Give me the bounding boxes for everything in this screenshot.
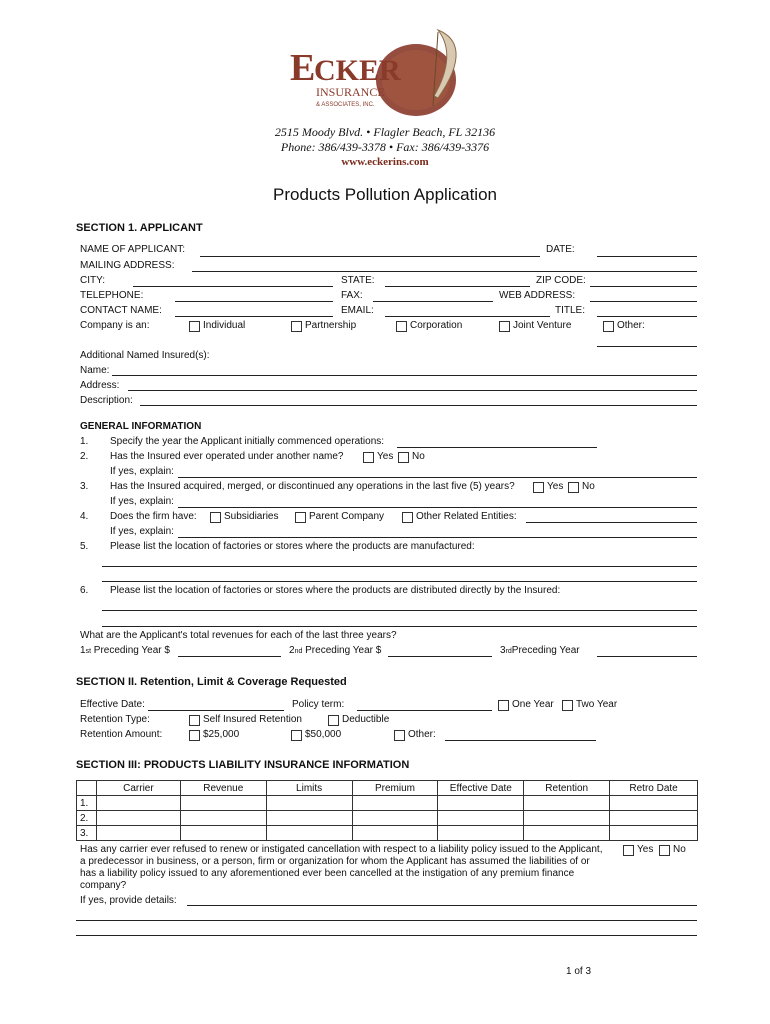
q3-explain-label: If yes, explain: xyxy=(110,496,174,507)
one-year-checkbox[interactable] xyxy=(498,700,509,711)
refused-no-label: No xyxy=(673,844,686,855)
policy-term-label: Policy term: xyxy=(292,699,345,710)
web-field[interactable] xyxy=(590,301,697,302)
fax-label: FAX: xyxy=(341,290,363,301)
parent-company-label: Parent Company xyxy=(309,511,385,522)
refused-question-line4: company? xyxy=(80,880,127,891)
svg-text:& ASSOCIATES, INC.: & ASSOCIATES, INC. xyxy=(316,102,375,108)
general-info-heading: GENERAL INFORMATION xyxy=(80,421,202,432)
mailing-field[interactable] xyxy=(192,271,697,272)
other-field[interactable] xyxy=(597,346,697,347)
city-label: CITY: xyxy=(80,275,106,286)
q5-field-1[interactable] xyxy=(102,566,697,567)
retention-amount-label: Retention Amount: xyxy=(80,729,163,740)
q5-text: Please list the location of factories or stores where the products are manufactured: xyxy=(110,541,475,552)
company-address: 2515 Moody Blvd. • Flagler Beach, FL 32136 xyxy=(274,125,496,139)
carrier-table xyxy=(76,780,698,841)
name-label: NAME OF APPLICANT: xyxy=(80,244,186,255)
amt-50000-label: $50,000 xyxy=(305,729,342,740)
two-year-label: Two Year xyxy=(576,699,618,710)
effective-date-label: Effective Date: xyxy=(80,699,145,710)
details-field-3[interactable] xyxy=(76,935,697,936)
col-effective-date: Effective Date xyxy=(438,781,524,796)
subsidiaries-checkbox[interactable] xyxy=(210,512,221,523)
q3-yes-checkbox[interactable] xyxy=(533,482,544,493)
rev2-label: 2nd Preceding Year $ xyxy=(289,645,382,656)
company-type-label: Company is an: xyxy=(80,320,150,331)
q3-no-label: No xyxy=(582,481,595,492)
table-row: 1. xyxy=(77,796,698,811)
addl-name-label: Name: xyxy=(80,365,110,376)
q5-number: 5. xyxy=(80,541,89,552)
details-field-1[interactable] xyxy=(187,905,697,906)
refused-yes-label: Yes xyxy=(637,844,654,855)
section1-heading: SECTION 1. APPLICANT xyxy=(76,222,203,234)
q2-explain-field[interactable] xyxy=(178,477,697,478)
q6-field-2[interactable] xyxy=(102,626,697,627)
q4-number: 4. xyxy=(80,511,89,522)
other-label: Other: xyxy=(617,320,645,331)
deductible-label: Deductible xyxy=(342,714,390,725)
contact-field[interactable] xyxy=(175,316,333,317)
q2-number: 2. xyxy=(80,451,89,462)
one-year-label: One Year xyxy=(512,699,554,710)
partnership-checkbox[interactable] xyxy=(291,321,302,332)
q6-field-1[interactable] xyxy=(102,610,697,611)
col-retro-date: Retro Date xyxy=(610,781,698,796)
date-label: DATE: xyxy=(546,244,575,255)
addl-description-label: Description: xyxy=(80,395,133,406)
city-field[interactable] xyxy=(133,286,333,287)
amt-other-field[interactable] xyxy=(445,740,596,741)
email-field[interactable] xyxy=(385,316,550,317)
ecker-insurance-logo xyxy=(288,28,476,120)
related-entities-label: Other Related Entities: xyxy=(416,511,517,522)
q6-number: 6. xyxy=(80,585,89,596)
refused-question-line2: a predecessor in business, or a person, firm or organization for whom the Applicant has assumed the liabilities of or xyxy=(80,856,590,867)
title-field[interactable] xyxy=(597,316,697,317)
joint-venture-label: Joint Venture xyxy=(513,320,572,331)
email-label: EMAIL: xyxy=(341,305,374,316)
related-entities-checkbox[interactable] xyxy=(402,512,413,523)
refused-yes-checkbox[interactable] xyxy=(623,845,634,856)
name-field[interactable] xyxy=(200,256,540,257)
contact-label: CONTACT NAME: xyxy=(80,305,162,316)
state-field[interactable] xyxy=(385,286,530,287)
q1-number: 1. xyxy=(80,436,89,447)
amt-other-checkbox[interactable] xyxy=(394,730,405,741)
corporation-checkbox[interactable] xyxy=(396,321,407,332)
page-number: 1 of 3 xyxy=(566,966,592,977)
fax-field[interactable] xyxy=(373,301,493,302)
additional-insured-label: Additional Named Insured(s): xyxy=(80,350,210,361)
self-insured-label: Self Insured Retention xyxy=(203,714,302,725)
q1-text: Specify the year the Applicant initially commenced operations: xyxy=(110,436,385,447)
partnership-label: Partnership xyxy=(305,320,357,331)
rev2-field[interactable] xyxy=(388,656,492,657)
q2-explain-label: If yes, explain: xyxy=(110,466,174,477)
col-limits: Limits xyxy=(266,781,352,796)
col-num xyxy=(77,781,97,796)
svg-text:E: E xyxy=(290,47,316,89)
q2-yes-checkbox[interactable] xyxy=(363,452,374,463)
section2-heading: SECTION II. Retention, Limit & Coverage Requested xyxy=(76,676,347,688)
individual-label: Individual xyxy=(203,320,246,331)
addl-address-field[interactable] xyxy=(128,390,697,391)
refused-question-line3: has a liability policy issued to any aforementioned ever been cancelled at the instigation of any premium finance xyxy=(80,868,575,879)
other-checkbox[interactable] xyxy=(603,321,614,332)
related-entities-field[interactable] xyxy=(526,522,697,523)
amt-25000-label: $25,000 xyxy=(203,729,240,740)
title-label: TITLE: xyxy=(555,305,586,316)
rev3-label: 3rdPreceding Year xyxy=(500,645,580,656)
q3-explain-field[interactable] xyxy=(178,507,697,508)
q4-text: Does the firm have: xyxy=(110,511,197,522)
amt-50000-checkbox[interactable] xyxy=(291,730,302,741)
state-label: STATE: xyxy=(341,275,375,286)
addl-address-label: Address: xyxy=(80,380,120,391)
table-row: 3. xyxy=(77,826,698,841)
effective-date-field[interactable] xyxy=(148,710,284,711)
page-title: Products Pollution Application xyxy=(273,185,497,204)
self-insured-checkbox[interactable] xyxy=(189,715,200,726)
table-row: 2. xyxy=(77,811,698,826)
addl-description-field[interactable] xyxy=(140,405,697,406)
refused-no-checkbox[interactable] xyxy=(659,845,670,856)
q2-no-checkbox[interactable] xyxy=(398,452,409,463)
q2-yes-label: Yes xyxy=(377,451,394,462)
col-retention: Retention xyxy=(524,781,610,796)
revenues-question: What are the Applicant's total revenues for each of the last three years? xyxy=(80,630,397,641)
refused-question-line1: Has any carrier ever refused to renew or instigated cancellation with respect to a liability policy issued to the Applicant, xyxy=(80,844,603,855)
addl-name-field[interactable] xyxy=(112,375,697,376)
q3-number: 3. xyxy=(80,481,89,492)
q3-text: Has the Insured acquired, merged, or discontinued any operations in the last five (5) years? xyxy=(110,481,515,492)
telephone-field[interactable] xyxy=(175,301,333,302)
q4-explain-field[interactable] xyxy=(178,537,697,538)
telephone-label: TELEPHONE: xyxy=(80,290,144,301)
q1-field[interactable] xyxy=(397,447,597,448)
amt-other-label: Other: xyxy=(408,729,436,740)
details-field-2[interactable] xyxy=(76,920,697,921)
rev3-field[interactable] xyxy=(597,656,697,657)
col-premium: Premium xyxy=(352,781,438,796)
subsidiaries-label: Subsidiaries xyxy=(224,511,279,522)
mailing-label: MAILING ADDRESS: xyxy=(80,260,175,271)
rev1-label: 1st Preceding Year $ xyxy=(80,645,170,656)
individual-checkbox[interactable] xyxy=(189,321,200,332)
amt-25000-checkbox[interactable] xyxy=(189,730,200,741)
date-field[interactable] xyxy=(597,256,697,257)
zip-field[interactable] xyxy=(590,286,697,287)
q5-field-2[interactable] xyxy=(102,581,697,582)
web-label: WEB ADDRESS: xyxy=(499,290,576,301)
q2-text: Has the Insured ever operated under another name? xyxy=(110,451,344,462)
parent-company-checkbox[interactable] xyxy=(295,512,306,523)
deductible-checkbox[interactable] xyxy=(328,715,339,726)
section3-heading: SECTION III: PRODUCTS LIABILITY INSURANCE INFORMATION xyxy=(76,759,410,771)
details-label: If yes, provide details: xyxy=(80,895,177,906)
table-header-row xyxy=(77,781,698,796)
two-year-checkbox[interactable] xyxy=(562,700,573,711)
svg-text:INSURANCE: INSURANCE xyxy=(316,85,385,99)
rev1-field[interactable] xyxy=(178,656,281,657)
joint-venture-checkbox[interactable] xyxy=(499,321,510,332)
policy-term-field[interactable] xyxy=(357,710,492,711)
col-carrier: Carrier xyxy=(96,781,180,796)
q4-explain-label: If yes, explain: xyxy=(110,526,174,537)
q2-no-label: No xyxy=(412,451,425,462)
q3-no-checkbox[interactable] xyxy=(568,482,579,493)
company-website[interactable]: www.eckerins.com xyxy=(341,156,429,168)
q6-text: Please list the location of factories or stores where the products are distributed directly by the Insured: xyxy=(110,585,561,596)
zip-label: ZIP CODE: xyxy=(536,275,586,286)
q3-yes-label: Yes xyxy=(547,481,564,492)
svg-text:CKER: CKER xyxy=(314,54,401,87)
retention-type-label: Retention Type: xyxy=(80,714,150,725)
col-revenue: Revenue xyxy=(180,781,266,796)
corporation-label: Corporation xyxy=(410,320,463,331)
company-phone: Phone: 386/439-3378 • Fax: 386/439-3376 xyxy=(280,140,490,154)
